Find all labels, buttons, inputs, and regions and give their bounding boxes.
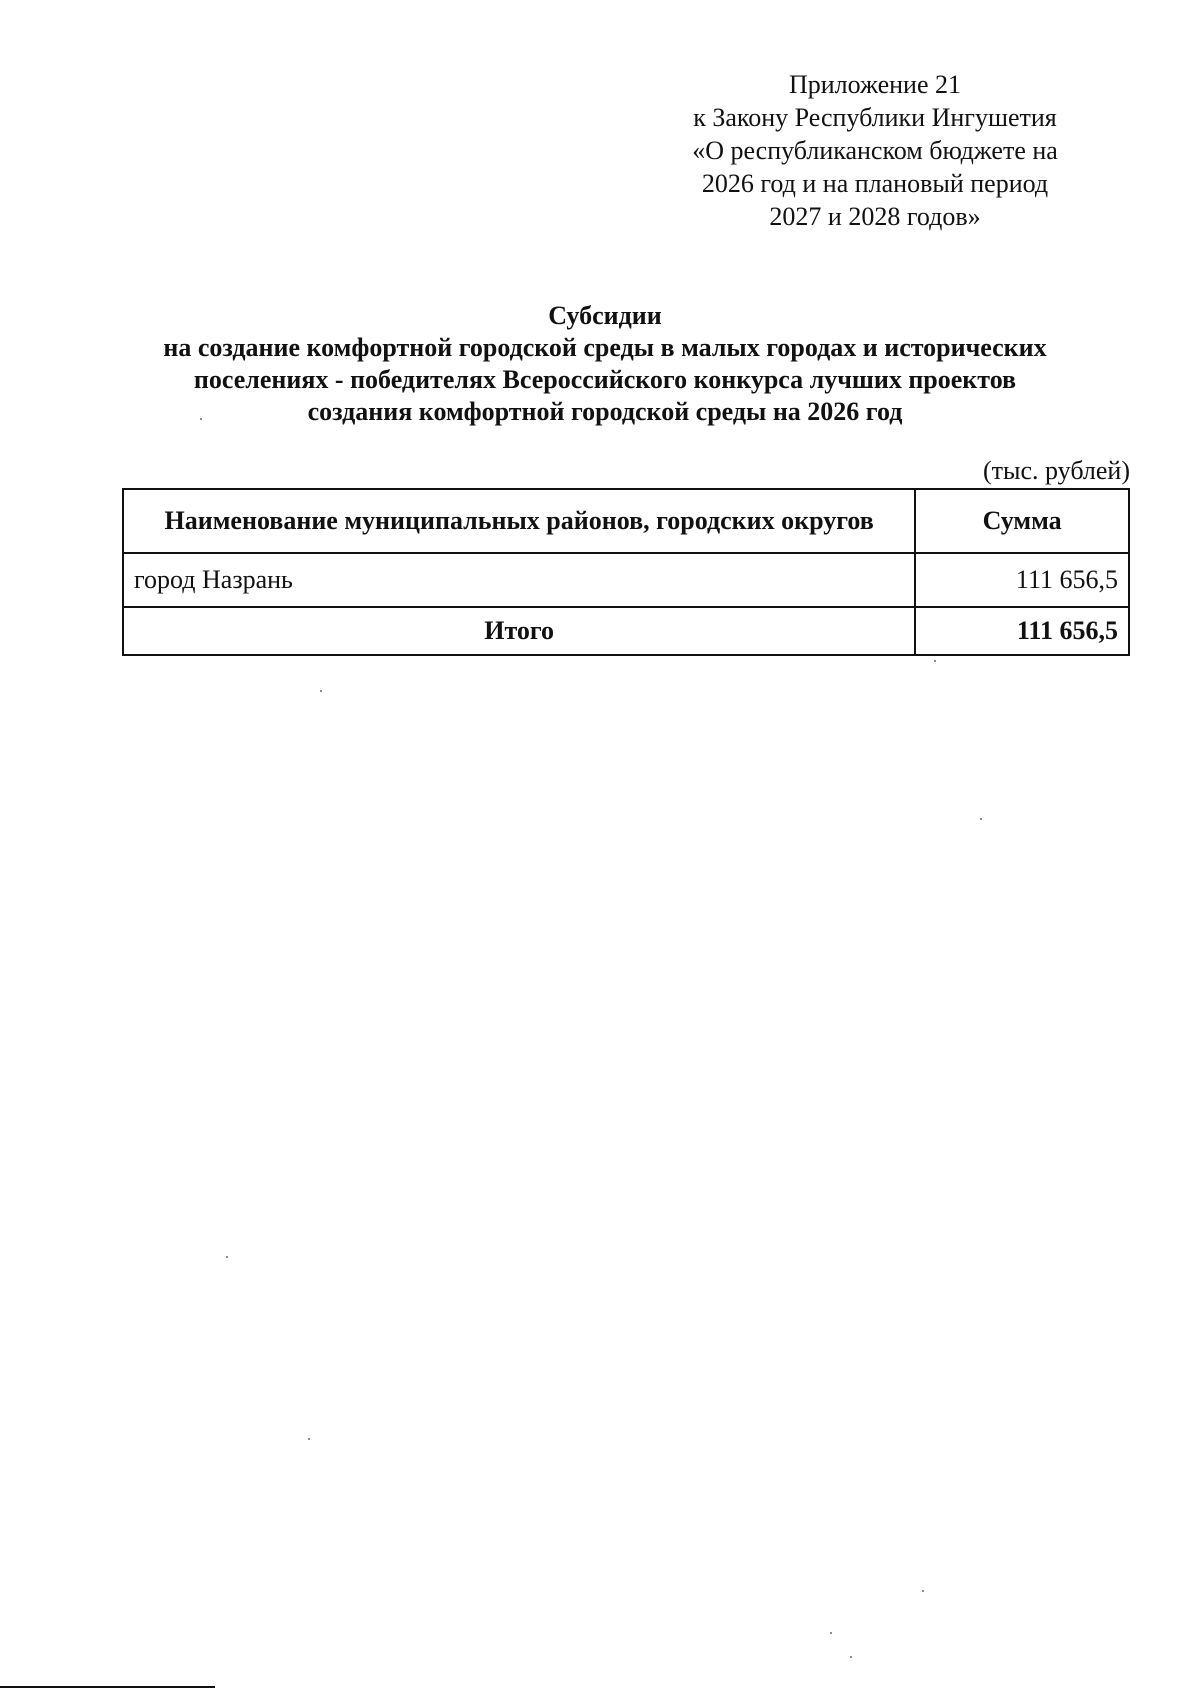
header-municipality: Наименование муниципальных районов, городских округов <box>123 489 915 553</box>
row-sum: 111 656,5 <box>915 553 1129 607</box>
total-sum: 111 656,5 <box>915 607 1129 655</box>
title-heading: Субсидии <box>548 301 662 330</box>
title-line-2: поселениях - победителях Всероссийского конкурса лучших проектов <box>193 365 1017 394</box>
table-header-row <box>123 489 1129 553</box>
scan-speck <box>922 1590 924 1592</box>
scan-speck <box>320 690 322 692</box>
appendix-header <box>655 68 1095 233</box>
scan-speck <box>980 818 982 820</box>
header-sum: Сумма <box>915 489 1129 553</box>
scan-edge-line <box>0 1686 215 1688</box>
units-label: (тыс. рублей) <box>982 456 1130 485</box>
scan-speck <box>200 418 202 420</box>
appendix-number: Приложение 21 <box>788 70 962 99</box>
title-line-1: на создание комфортной городской среды в малых городах и исторических <box>163 333 1047 362</box>
scan-speck <box>308 1438 310 1440</box>
appendix-law-title-line-2: 2026 год и на плановый период <box>701 169 1049 198</box>
scan-speck <box>850 1656 852 1658</box>
appendix-law-title-line-1: «О республиканском бюджете на <box>692 136 1058 165</box>
scan-speck <box>830 1632 832 1634</box>
scan-speck <box>934 660 936 662</box>
appendix-law-line: к Закону Республики Ингушетия <box>693 103 1057 132</box>
subsidies-table <box>122 488 1130 656</box>
document-title <box>100 300 1110 428</box>
title-line-3: создания комфортной городской среды на 2026 год <box>307 397 903 426</box>
appendix-law-title-line-3: 2027 и 2028 годов» <box>769 202 981 231</box>
scan-speck <box>226 1256 228 1258</box>
row-municipality: город Назрань <box>123 553 915 607</box>
total-label: Итого <box>123 607 915 655</box>
table-row <box>123 553 1129 607</box>
total-row <box>123 607 1129 655</box>
